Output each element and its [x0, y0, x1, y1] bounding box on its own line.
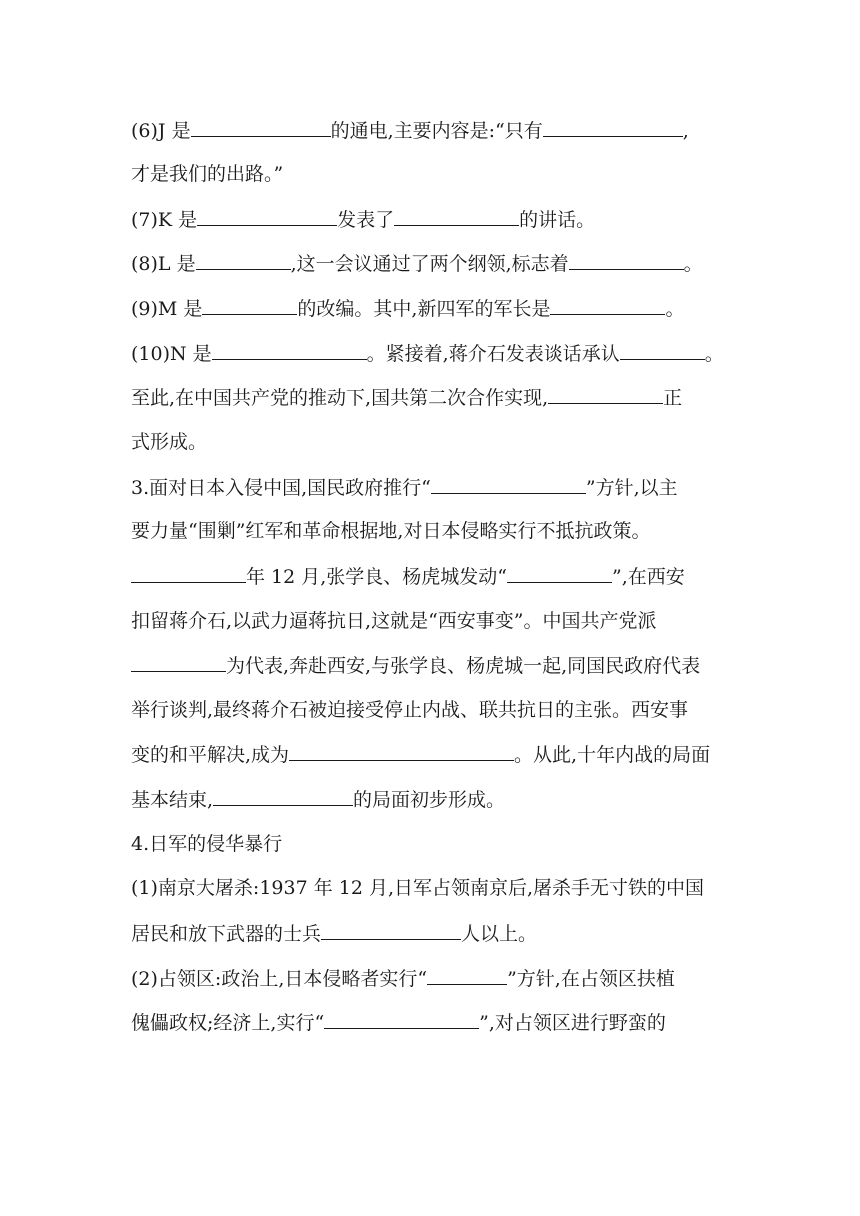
fill-in-blank[interactable]: [289, 742, 514, 761]
line-text: 居民和放下武器的士兵: [131, 923, 322, 945]
fill-in-blank[interactable]: [431, 475, 586, 494]
text-line: [131, 207, 731, 231]
text-line: [131, 966, 731, 990]
line-text: (9)M 是: [131, 298, 203, 320]
fill-in-blank[interactable]: [620, 341, 705, 360]
text-line: [131, 609, 731, 633]
text-line: [131, 430, 731, 454]
fill-in-blank[interactable]: [427, 966, 507, 985]
line-text: 的讲话。: [519, 209, 596, 231]
text-line: [131, 698, 731, 722]
line-text: (6)J 是: [131, 120, 191, 142]
text-line: [131, 921, 731, 945]
text-line: [131, 519, 731, 543]
line-text: 发表了: [337, 209, 395, 231]
fill-in-blank[interactable]: [394, 207, 519, 226]
line-text: ”,对占领区进行野蛮的: [479, 1012, 666, 1034]
line-text: (1)南京大屠杀:1937 年 12 月,日军占领南京后,屠杀手无寸铁的中国: [131, 877, 705, 899]
line-text: 变的和平解决,成为: [131, 744, 290, 766]
line-text: (10)N 是: [131, 343, 212, 365]
line-text: 式形成。: [131, 431, 208, 453]
line-text: 正: [663, 387, 683, 409]
line-text: ”方针,以主: [585, 477, 678, 499]
line-text: 。从此,十年内战的局面: [514, 744, 711, 766]
line-text: 4.日军的侵华暴行: [131, 833, 283, 855]
text-line: [131, 341, 731, 365]
fill-in-blank[interactable]: [321, 921, 461, 940]
line-text: 的通电,主要内容是:“只有: [330, 120, 543, 142]
line-text: 扣留蒋介石,以武力逼蒋抗日,这就是“西安事变”。中国共产党派: [131, 610, 657, 632]
fill-in-blank[interactable]: [202, 296, 297, 315]
fill-in-blank[interactable]: [543, 118, 683, 137]
line-text: ,: [682, 120, 689, 142]
line-text: 要力量“围剿”红军和革命根据地,对日本侵略实行不抵抗政策。: [131, 520, 651, 542]
text-line: [131, 832, 731, 856]
fill-in-blank[interactable]: [191, 118, 331, 137]
text-line: [131, 162, 731, 186]
line-text: 基本结束,: [131, 789, 214, 811]
text-line: [131, 653, 731, 677]
fill-in-blank[interactable]: [212, 341, 367, 360]
text-line: [131, 876, 731, 900]
line-text: (2)占领区:政治上,日本侵略者实行“: [131, 968, 428, 990]
text-line: [131, 564, 731, 588]
text-line: [131, 296, 731, 320]
line-text: (7)K 是: [131, 209, 198, 231]
fill-in-blank[interactable]: [196, 251, 291, 270]
line-text: ,这一会议通过了两个纲领,标志着: [290, 253, 569, 275]
line-text: 的局面初步形成。: [353, 789, 506, 811]
text-line: [131, 742, 731, 766]
text-line: [131, 1010, 731, 1034]
fill-in-blank[interactable]: [548, 385, 663, 404]
line-text: 。: [683, 253, 703, 275]
text-line: [131, 787, 731, 811]
text-line: [131, 385, 731, 409]
fill-in-blank[interactable]: [197, 207, 337, 226]
line-text: 的改编。其中,新四军的军长是: [297, 298, 551, 320]
line-text: 傀儡政权;经济上,实行“: [131, 1012, 325, 1034]
text-line: [131, 251, 731, 275]
line-text: 才是我们的出路。”: [131, 163, 284, 185]
line-text: 为代表,奔赴西安,与张学良、杨虎城一起,同国民政府代表: [226, 655, 701, 677]
line-text: 。: [704, 343, 724, 365]
line-text: 人以上。: [461, 923, 538, 945]
fill-in-blank[interactable]: [324, 1010, 479, 1029]
fill-in-blank[interactable]: [131, 653, 226, 672]
fill-in-blank[interactable]: [507, 564, 612, 583]
fill-in-blank[interactable]: [569, 251, 684, 270]
line-text: ”方针,在占领区扶植: [507, 968, 675, 990]
fill-in-blank[interactable]: [213, 787, 353, 806]
line-text: 。紧接着,蒋介石发表谈话承认: [366, 343, 620, 365]
line-text: 3.面对日本入侵中国,国民政府推行“: [131, 477, 431, 499]
line-text: ”,在西安: [612, 566, 685, 588]
line-text: 至此,在中国共产党的推动下,国共第二次合作实现,: [131, 387, 549, 409]
fill-in-blank[interactable]: [550, 296, 665, 315]
line-text: 年 12 月,张学良、杨虎城发动“: [246, 566, 508, 588]
line-text: 。: [665, 298, 685, 320]
line-text: 举行谈判,最终蒋介石被迫接受停止内战、联共抗日的主张。西安事: [131, 699, 689, 721]
line-text: (8)L 是: [131, 253, 196, 275]
fill-in-blank[interactable]: [131, 564, 246, 583]
text-line: [131, 475, 731, 499]
text-line: [131, 118, 731, 142]
